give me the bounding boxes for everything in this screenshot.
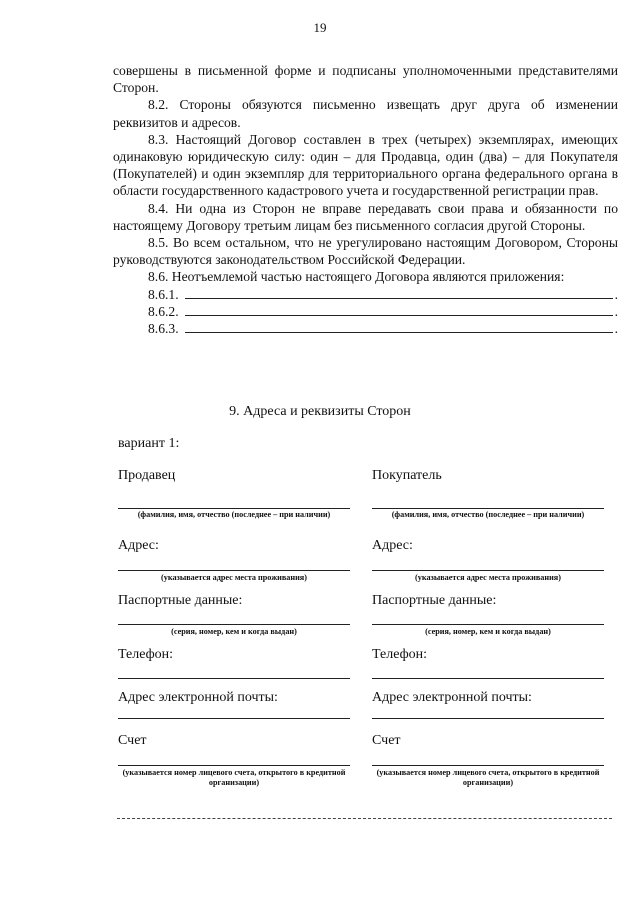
attachment-end: . [614, 321, 618, 337]
attachment-line-2 [113, 303, 618, 320]
seller-account-hint: (указывается номер лицевого счета, открытого в кредитной организации) [122, 768, 346, 787]
seller-name-line [118, 508, 350, 509]
seller-passport-hint: (серия, номер, кем и когда выдан) [171, 627, 297, 636]
variant-label: вариант 1: [118, 436, 180, 451]
attachment-end: . [614, 303, 618, 319]
buyer-passport-label: Паспортные данные: [372, 593, 497, 608]
buyer-phone-line [372, 678, 604, 679]
paragraph-8-3: 8.3. Настоящий Договор составлен в трех (четырех) экземплярах, имеющих одинаковую юридическую силу: один – для Продавца, один (два) – для Покупателя (Покупателей) и один экземпляр для территориального органа федерального органа в области государственного кадастрового учета и государственной регистрации прав. [113, 131, 618, 199]
buyer-account-line [372, 765, 604, 766]
paragraph-8-6: 8.6. Неотъемлемой частью настоящего Договора являются приложения: [148, 269, 565, 285]
buyer-address-line [372, 570, 604, 571]
section-title: 9. Адреса и реквизиты Сторон [229, 404, 411, 419]
buyer-name-line [372, 508, 604, 509]
attachment-number: 8.6.3. [148, 321, 179, 337]
seller-phone-label: Телефон: [118, 647, 174, 662]
attachment-line-1 [113, 286, 618, 303]
buyer-account-label: Счет [372, 733, 401, 748]
seller-email-label: Адрес электронной почты: [118, 690, 278, 705]
seller-passport-line [118, 624, 350, 625]
paragraph-8-4: 8.4. Ни одна из Сторон не вправе передавать свои права и обязанности по настоящему Договору третьим лицам без письменного согласия другой Стороны. [113, 200, 618, 233]
seller-title: Продавец [118, 468, 176, 483]
seller-passport-label: Паспортные данные: [118, 593, 243, 608]
seller-address-line [118, 570, 350, 571]
seller-phone-line [118, 678, 350, 679]
seller-account-label: Счет [118, 733, 147, 748]
buyer-passport-line [372, 624, 604, 625]
buyer-address-hint: (указывается адрес места проживания) [415, 573, 561, 582]
paragraph-8-1-continuation: совершены в письменной форме и подписаны уполномоченными представителями Сторон. [113, 63, 618, 96]
paragraph-8-5: 8.5. Во всем остальном, что не урегулировано настоящим Договором, Стороны руководствуются законодательством Российской Федерации. [113, 235, 618, 268]
fill-in-line [185, 303, 613, 316]
attachment-number: 8.6.2. [148, 303, 179, 319]
buyer-name-hint: (фамилия, имя, отчество (последнее – при наличии) [391, 510, 585, 519]
buyer-title: Покупатель [372, 468, 442, 483]
attachment-end: . [614, 286, 618, 302]
seller-name-hint: (фамилия, имя, отчество (последнее – при наличии) [137, 510, 331, 519]
contract-body [113, 62, 618, 337]
paragraph-8-2: 8.2. Стороны обязуются письменно извещать друг друга об изменении реквизитов и адресов. [113, 97, 618, 130]
attachment-line-3 [113, 320, 618, 337]
attachment-number: 8.6.1. [148, 286, 179, 302]
buyer-address-label: Адрес: [372, 538, 413, 553]
buyer-account-hint: (указывается номер лицевого счета, открытого в кредитной организации) [376, 768, 600, 787]
seller-address-hint: (указывается адрес места проживания) [161, 573, 307, 582]
seller-account-line [118, 765, 350, 766]
page-number: 19 [313, 20, 327, 35]
fill-in-line [185, 286, 613, 299]
buyer-phone-label: Телефон: [372, 647, 428, 662]
buyer-email-label: Адрес электронной почты: [372, 690, 532, 705]
buyer-email-line [372, 718, 604, 719]
fill-in-line [185, 320, 613, 333]
seller-email-line [118, 718, 350, 719]
buyer-passport-hint: (серия, номер, кем и когда выдан) [425, 627, 551, 636]
seller-address-label: Адрес: [118, 538, 159, 553]
page-end-divider [117, 818, 612, 819]
